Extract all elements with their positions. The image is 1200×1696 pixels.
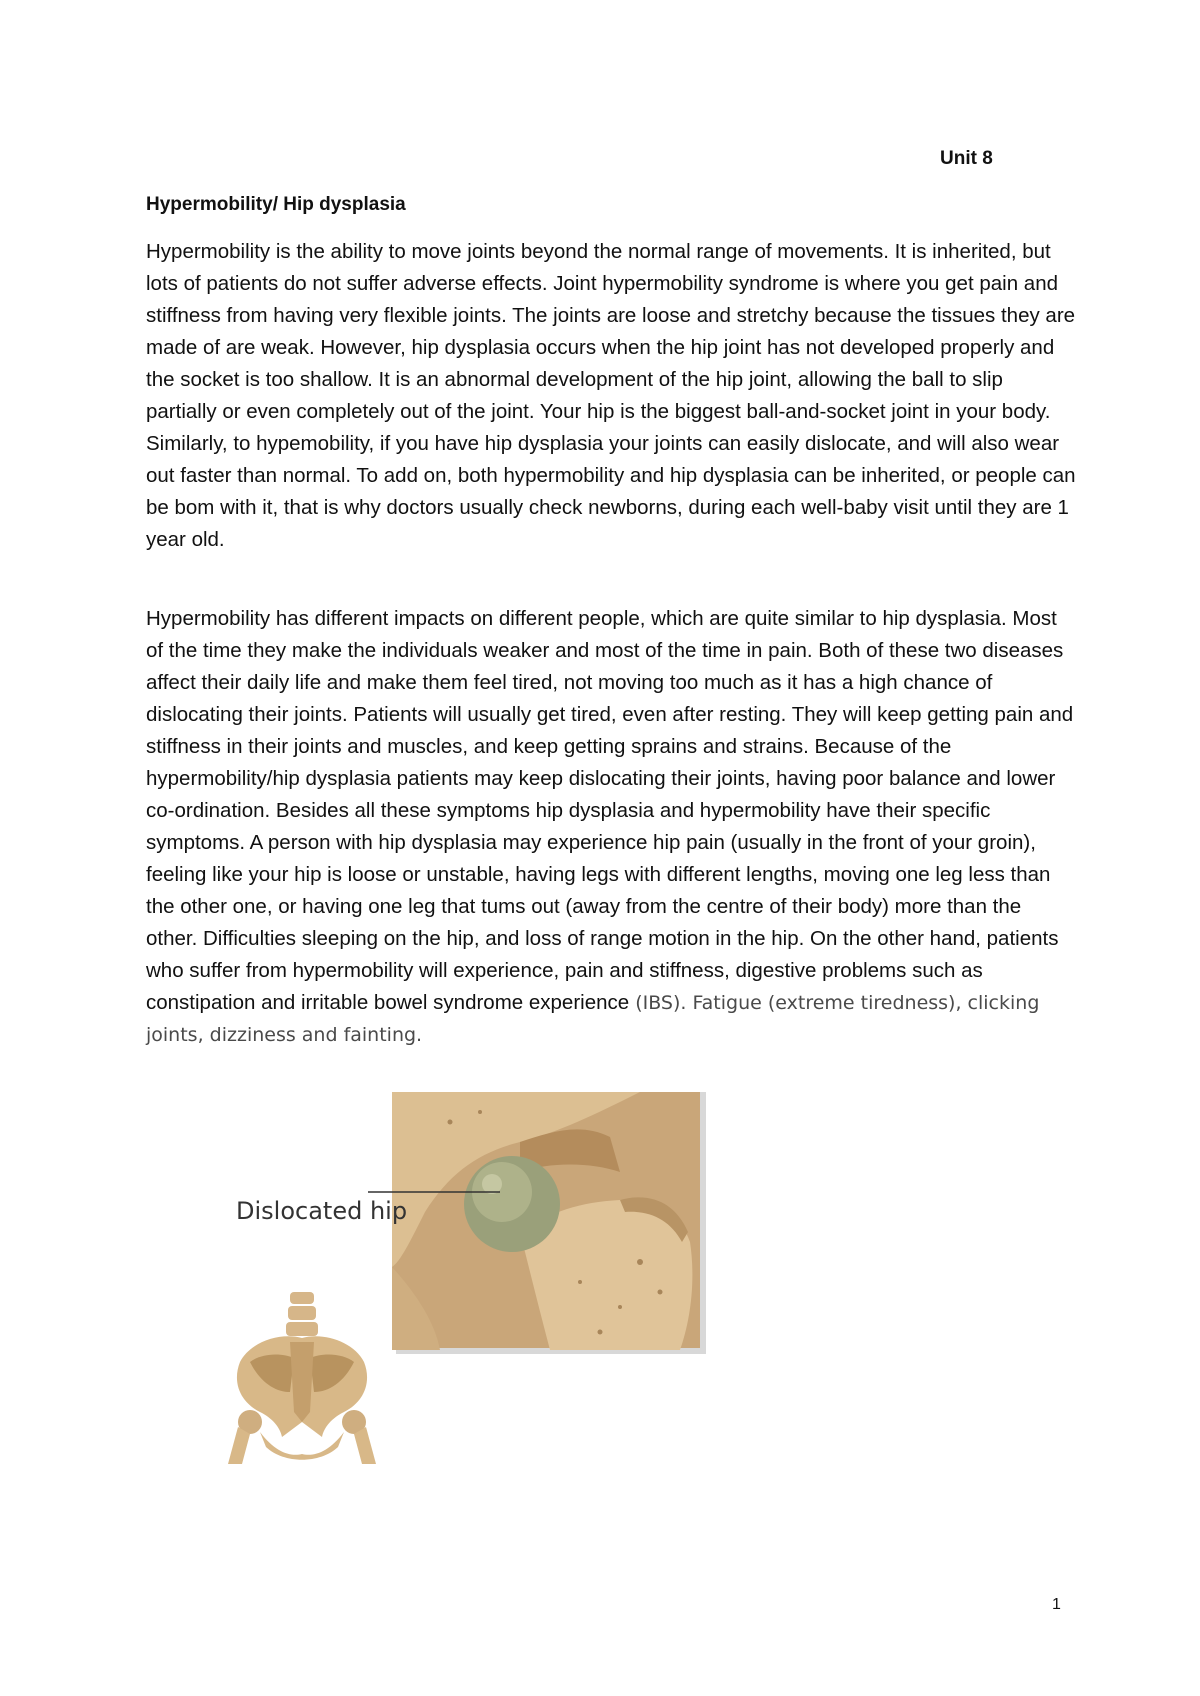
- hip-dislocation-illustration: [220, 1092, 780, 1502]
- dislocated-hip-label: Dislocated hip: [236, 1197, 408, 1225]
- hip-illustration-graphic: [220, 1092, 780, 1502]
- document-title: Hypermobility/ Hip dysplasia: [146, 194, 406, 215]
- paragraph-2-tail: (IBS). Fatigue (extreme tiredness), clicking joints, dizziness and fainting.: [146, 992, 1040, 1046]
- page-number: 1: [1052, 1596, 1061, 1613]
- femur-closeup-panel: [392, 1092, 706, 1354]
- paragraph-1: Hypermobility is the ability to move joints beyond the normal range of movements. It is inherited, but lots of patients do not suffer adverse effects. Joint hypermobility syndrome is where you get pain and stiffness from having very flexible joints. The joints are loose and stretchy because the tissues they are made of are weak. However, hip dysplasia occurs when the hip joint has not developed properly and the socket is too shallow. It is an abnormal development of the hip joint, allowing the ball to slip partially or even completely out of the joint. Your hip is the biggest ball-and-socket joint in your body. Similarly, to hypemobility, if you have hip dysplasia your joints can easily dislocate, and will also wear out faster than normal. To add on, both hypermobility and hip dysplasia can be inherited, or people can be bom with it, that is why doctors usually check newborns, during each well-baby visit until they are 1 year old.: [146, 240, 1076, 551]
- paragraph-2: [146, 603, 1076, 1051]
- pelvis-thumbnail: [228, 1292, 376, 1464]
- paragraph-2-main: Hypermobility has different impacts on different people, which are quite similar to hip dysplasia. Most of the time they make the individuals weaker and most of the time in pain. Both of these two diseases affect their daily life and make them feel tired, not moving too much as it has a high chance of dislocating their joints. Patients will usually get tired, even after resting. They will keep getting pain and stiffness in their joints and muscles, and keep getting sprains and strains. Because of the hypermobility/hip dysplasia patients may keep dislocating their joints, having poor balance and lower co-ordination. Besides all these symptoms hip dysplasia and hypermobility have their specific symptoms. A person with hip dysplasia may experience hip pain (usually in the front of your groin), feeling like your hip is loose or unstable, having legs with different lengths, moving one leg less than the other one, or having one leg that tums out (away from the centre of their body) more than the other. Difficulties sleeping on the hip, and loss of range motion in the hip. On the other hand, patients who suffer from hypermobility will experience, pain and stiffness, digestive problems such as constipation and irritable bowel syndrome experience: [146, 607, 1074, 1014]
- unit-label: Unit 8: [940, 148, 993, 169]
